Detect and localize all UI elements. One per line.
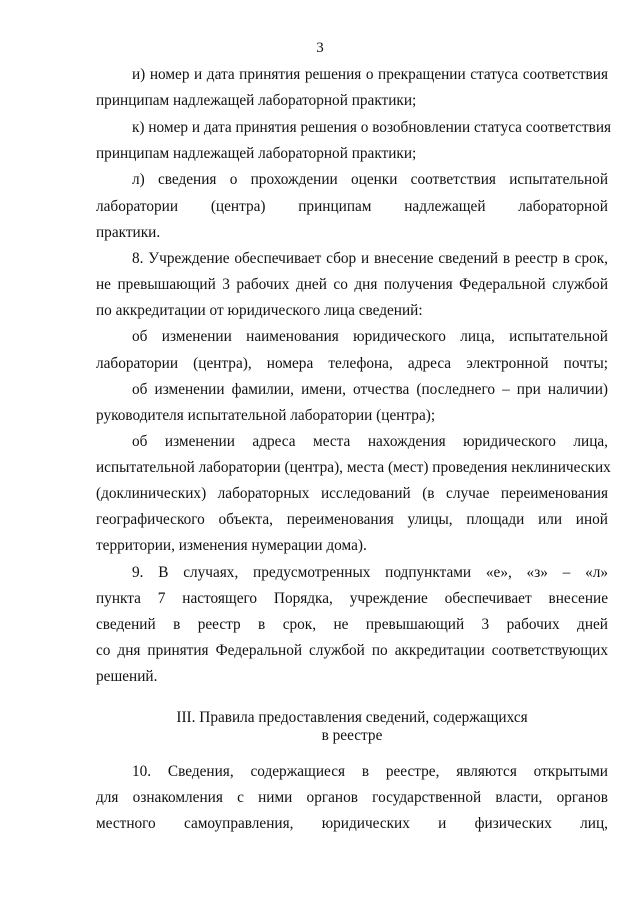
text-line: для ознакомления с ними органов государственной власти, органов xyxy=(96,789,608,806)
text-line: сведений в реестр в срок, не превышающий 3 рабочих дней xyxy=(96,616,608,633)
text-line: практики. xyxy=(96,224,161,241)
text-line: об изменении наименования юридического лица, испытательной xyxy=(132,328,608,345)
text-line: 10. Сведения, содержащиеся в реестре, являются открытыми xyxy=(132,763,608,780)
text-line: (доклинических) лабораторных исследований (в случае переименования xyxy=(96,485,608,502)
page-number: 3 xyxy=(316,40,324,56)
section-heading-line1: III. Правила предоставления сведений, содержащихся xyxy=(176,709,528,726)
text-line: лаборатории (центра), номера телефона, адреса электронной почты; xyxy=(96,355,608,372)
text-line: и) номер и дата принятия решения о прекращении статуса соответствия xyxy=(132,66,608,83)
text-line: об изменении адреса места нахождения юридического лица, xyxy=(132,433,608,450)
text-line: лаборатории (центра) принципам надлежащей лабораторной xyxy=(96,198,608,215)
text-line: испытательной лаборатории (центра), места (мест) проведения неклинических xyxy=(96,459,611,476)
text-line: об изменении фамилии, имени, отчества (последнего – при наличии) xyxy=(132,381,608,398)
text-line: 9. В случаях, предусмотренных подпунктами «е», «з» – «л» xyxy=(132,564,608,581)
text-line: географического объекта, переименования улицы, площади или иной xyxy=(96,511,608,528)
text-line: 8. Учреждение обеспечивает сбор и внесение сведений в реестр в срок, xyxy=(132,250,608,267)
text-line: пункта 7 настоящего Порядка, учреждение обеспечивает внесение xyxy=(96,590,608,607)
text-line: л) сведения о прохождении оценки соответствия испытательной xyxy=(132,171,608,188)
text-line: по аккредитации от юридического лица сведений: xyxy=(96,302,423,319)
text-line: руководителя испытательной лаборатории (центра); xyxy=(96,407,436,424)
text-line: территории, изменения нумерации дома). xyxy=(96,537,367,554)
text-line: местного самоуправления, юридических и физических лиц, xyxy=(96,815,608,832)
text-line: решений. xyxy=(96,668,158,685)
text-line: со дня принятия Федеральной службой по аккредитации соответствующих xyxy=(96,642,608,659)
text-line: к) номер и дата принятия решения о возобновлении статуса соответствия xyxy=(132,119,612,136)
text-line: принципам надлежащей лабораторной практики; xyxy=(96,145,417,162)
section-heading-line2: в реестре xyxy=(321,727,383,744)
text-line: принципам надлежащей лабораторной практики; xyxy=(96,92,417,109)
text-line: не превышающий 3 рабочих дней со дня получения Федеральной службой xyxy=(96,276,608,293)
